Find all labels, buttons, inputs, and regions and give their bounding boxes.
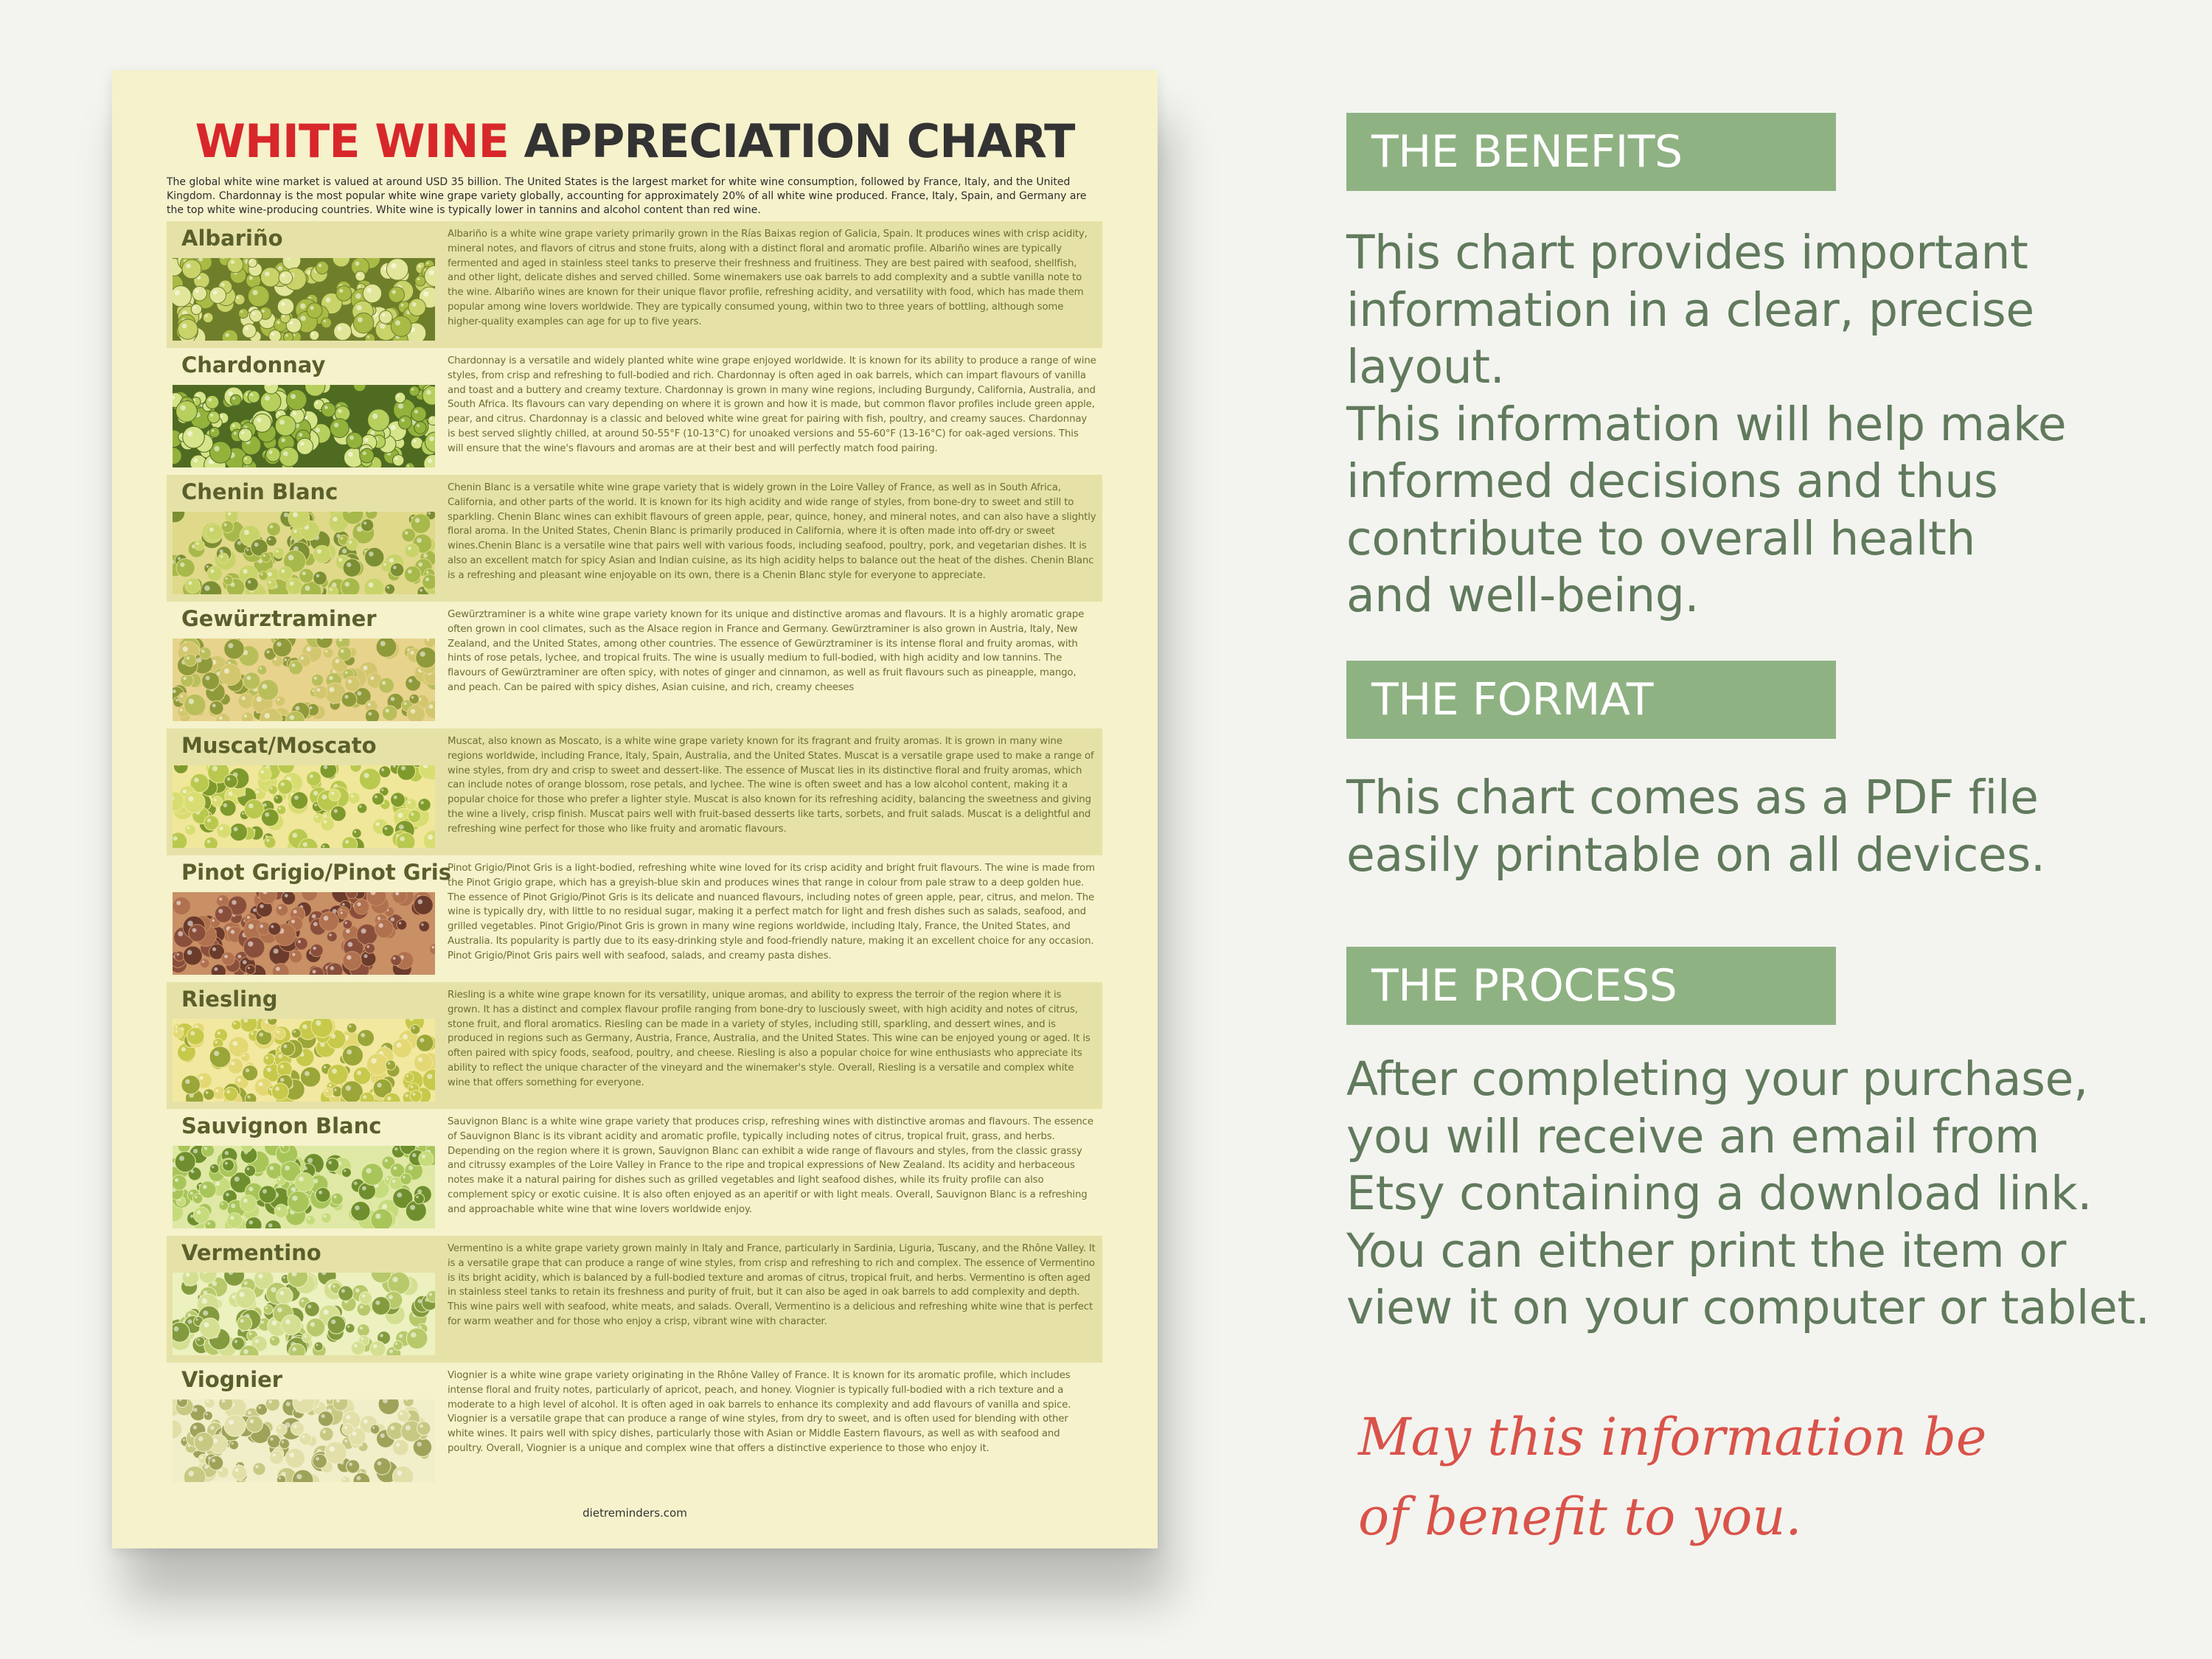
closing-message — [1358, 1397, 2169, 1557]
grape-photo — [173, 258, 435, 341]
grape-photo — [173, 765, 435, 848]
poster-title-red: WHITE WINE — [195, 114, 509, 168]
benefits-line: and well-being. — [1346, 568, 1700, 622]
wine-name: Muscat/Moscato — [181, 733, 377, 758]
wine-description: Vermentino is a white grape variety grown mainly in Italy and France, particularly in Sardinia, Liguria, Tuscany, and the Rhône Valley. It is a versatile grape that can produce a range of wine styles, from crisp and refreshing to rich and complex. The essence of Vermentino is its bright acidity, which is balanced by a full-bodied texture and aromas of citrus, tropical fruit, and herbs. Vermentino is often aged in stainless steel tanks to retain its freshness and purity of fruit, but it can also be aged in oak barrels to add complexity and depth. This wine pairs well with seafood, white meats, and salads. Overall, Vermentino is a delicious and refreshing white wine that is perfect for warm weather and for those who enjoy a crisp, vibrant wine with character. — [448, 1243, 1096, 1327]
process-line: you will receive an email from — [1346, 1109, 2040, 1164]
benefits-text — [1346, 224, 2194, 625]
wine-description: Riesling is a white wine grape known for its versatility, unique aromas, and ability to express the terroir of the region where it is grown. It has a distinct and complex flavour profile ranging from bone-dry to lusciously sweet, with high acidity and notes of citrus, stone fruit, and floral aromatics. Riesling can be made in a variety of styles, including still, sparkling, and dessert wines, and is produced in regions such as Germany, Austria, France, Australia, and the United States. This wine can be enjoyed young or aged. It is often paired with spicy foods, seafood, poultry, and cheese. Riesling is also a popular choice for wine enthusiasts who appreciate its ability to reflect the unique character of the vineyard and the winemaker's style. Overall, Riesling is a versatile and complex white wine that offers something for everyone. — [448, 990, 1091, 1088]
poster-footer: dietreminders.com — [582, 1506, 687, 1520]
wine-row — [167, 221, 1102, 348]
grape-photo — [173, 385, 435, 467]
wine-description: Chenin Blanc is a versatile white wine grape variety that is widely grown in the Loire Valley of France, as well as in South Africa, California, and other parts of the world. It is known for its high acidity and wide range of styles, from bone-dry to sweet and still to sparkling. Chenin Blanc wines can exhibit flavours of green apple, pear, quince, honey, and mineral notes, and can also have a slightly floral aroma. In the United States, Chenin Blanc is primarily produced in California, where it is often made into off-dry or sweet wines.Chenin Blanc is a versatile wine that pairs well with various foods, including seafood, poultry, pork, and vegetarian dishes. It is also an excellent match for spicy Asian and Indian cuisine, as its high acidity helps to balance out the heat of the dishes. Chenin Blanc is a refreshing and pleasant wine enjoyable on its own, there is a Chenin Blanc style for everyone to appreciate. — [448, 482, 1096, 581]
benefits-line: layout. — [1346, 340, 1505, 394]
benefits-line: contribute to overall health — [1346, 511, 1976, 566]
poster-title — [112, 114, 1158, 168]
wine-name: Riesling — [181, 987, 278, 1012]
wine-name: Chenin Blanc — [181, 479, 338, 504]
format-text — [1346, 769, 2194, 883]
grape-photo — [173, 892, 435, 975]
process-line: You can either print the item or — [1346, 1223, 2067, 1278]
benefits-line: This chart provides important — [1346, 226, 2028, 279]
benefits-line: informed decisions and thus — [1346, 454, 1998, 508]
process-line: view it on your computer or tablet. — [1346, 1281, 2150, 1335]
grape-photo — [173, 639, 435, 721]
poster-intro: The global white wine market is valued at around USD 35 billion. The United States is the largest market for white wine consumption, followed by France, Italy, and the United Kingdom. Chardonnay is the most popular white wine grape variety globally, accounting for approximately 20% of all white wine produced. France, Italy, Spain, and Germany are the top white wine-producing countries. White wine is typically lower in tannins and alcohol content than red wine. — [167, 176, 1087, 216]
wine-name: Viognier — [181, 1367, 283, 1392]
wine-description: Gewürztraminer is a white wine grape variety known for its unique and distinctive aromas and flavours. It is a highly aromatic grape often grown in cool climates, such as the Alsace region in France and Germany. Gewürztraminer is also grown in Austria, Italy, New Zealand, and the United States, among other countries. The essence of Gewürztraminer is its intense floral and fruity aromas, with hints of rose petals, lychee, and tropical fruits. The wine is usually medium to full-bodied, with high acidity and low tannins. The flavours of Gewürztraminer are often spicy, with notes of ginger and cinnamon, as well as fruit flavours such as pineapple, mango, and peach. Can be paired with spicy dishes, Asian cuisine, and rich, creamy cheeses — [448, 609, 1085, 693]
poster-title-dark: APPRECIATION CHART — [524, 114, 1075, 168]
process-line: Etsy containing a download link. — [1346, 1166, 2093, 1220]
process-text — [1346, 1051, 2194, 1337]
grape-photo — [173, 1399, 435, 1482]
wine-row — [167, 475, 1102, 602]
grape-photo — [173, 1146, 435, 1228]
format-line: easily printable on all devices. — [1346, 827, 2045, 882]
wine-name: Vermentino — [181, 1240, 321, 1265]
closing-line-1: May this information be — [1358, 1407, 1987, 1467]
wine-description: Albariño is a white wine grape variety primarily grown in the Rías Baixas region of Galicia, Spain. It produces wines with crisp acidity, mineral notes, and flavors of citrus and stone fruits, along with a distinct floral and aromatic profile. Albariño wines are typically fermented and aged in stainless steel tanks to preserve their freshness and fruitiness. They are best paired with seafood, shellfish, and other light, delicate dishes and served chilled. Some winemakers use oak barrels to add complexity and a subtle vanilla note to the wine. Albariño wines are known for their unique flavor profile, refreshing acidity, and versatility with food, which has made them popular among wine lovers worldwide. They are typically consumed young, within two to three years of bottling, although some higher-quality examples can age for up to five years. — [448, 229, 1088, 327]
wine-name: Sauvignon Blanc — [181, 1113, 382, 1138]
wine-row — [167, 1363, 1102, 1489]
wine-name: Pinot Grigio/Pinot Gris — [181, 860, 452, 885]
grape-photo — [173, 1019, 435, 1102]
wine-name: Chardonnay — [181, 352, 326, 378]
wine-row — [167, 602, 1102, 728]
process-heading: THE PROCESS — [1346, 947, 1836, 1025]
wine-row — [167, 855, 1102, 982]
wine-description: Muscat, also known as Moscato, is a white wine grape variety known for its fragrant and fruity aromas. It is grown in many wine regions worldwide, including France, Italy, Spain, Australia, and the United States. Muscat is a versatile grape used to make a range of wine styles, from dry and crisp to sweet and dessert-like. The essence of Muscat lies in its distinctive floral and fruity aromas, which can include notes of orange blossom, rose petals, and lychee. The wine is often sweet and has a low alcohol content, making it a popular choice for those who prefer a lighter style. Muscat is also known for its refreshing acidity, balancing the sweetness and giving the wine a lively, crisp finish. Muscat pairs well with fruit-based desserts like tarts, sorbets, and fruit salads. Muscat is a delightful and refreshing wine perfect for those who like fruity and aromatic flavours. — [448, 736, 1094, 835]
wine-name: Albariño — [181, 226, 283, 251]
wine-list — [167, 221, 1102, 1489]
process-line: After completing your purchase, — [1346, 1052, 2088, 1106]
benefits-line: This information will help make — [1346, 397, 2067, 451]
format-line: This chart comes as a PDF file — [1346, 771, 2039, 824]
wine-description: Viognier is a white wine grape variety originating in the Rhône Valley of France. It is known for its aromatic profile, which includes intense floral and fruity notes, particularly of apricot, peach, and honey. Viognier is typically full-bodied with a rich texture and a moderate to a high level of alcohol. It is often aged in oak barrels to enhance its complexity and add flavours of vanilla and spice. Viognier is a versatile grape that can produce a range of wine styles, from dry to sweet, and is often used for blending with other white wines. It pairs well with spicy dishes, particularly those with Asian or Middle Eastern flavours, as well as with seafood and poultry. Overall, Viognier is a unique and complex wine that offers a distinctive experience to those who enjoy it. — [448, 1370, 1071, 1454]
benefits-heading: THE BENEFITS — [1346, 113, 1836, 191]
wine-description: Sauvignon Blanc is a white wine grape variety that produces crisp, refreshing wines with distinctive aromas and flavours. The essence of Sauvignon Blanc is its vibrant acidity and aromatic profile, typically including notes of citrus, tropical fruit, grass, and herbs. Depending on the region where it is grown, Sauvignon Blanc can exhibit a wide range of flavours and styles, from the classic grassy and citrussy examples of the Loire Valley in France to the ripe and tropical expressions of New Zealand. Its acidity and herbaceous notes make it a natural pairing for dishes such as grilled vegetables and light seafood dishes, while its fruity profile can also complement spicy or exotic cuisine. It is also often enjoyed as an aperitif or with light meals. Overall, Sauvignon Blanc is a refreshing and approachable white wine that wine lovers worldwide enjoy. — [448, 1116, 1093, 1215]
wine-row — [167, 982, 1102, 1109]
wine-row — [167, 728, 1102, 855]
closing-line-2: of benefit to you. — [1358, 1486, 1802, 1547]
wine-row — [167, 1236, 1102, 1363]
wine-row — [167, 348, 1102, 475]
wine-description: Chardonnay is a versatile and widely planted white wine grape enjoyed worldwide. It is known for its ability to produce a range of wine styles, from crisp and refreshing to full-bodied and rich. Chardonnay is often aged in oak barrels, which can impart flavours of vanilla and toast and a buttery and creamy texture. Chardonnay is grown in many wine regions, including Burgundy, California, Australia, and South Africa. Its flavours can vary depending on where it is grown and how it is made, but common flavor profiles include green apple, pear, and citrus. Chardonnay is a classic and beloved white wine great for pairing with fish, poultry, and creamy sauces. Chardonnay is best served slightly chilled, at around 50-55°F (10-13°C) for unoaked versions and 55-60°F (13-16°C) for oak-aged versions. This will ensure that the wine's flavours and aromas are at their best and will perfectly match food pairing. — [448, 355, 1096, 454]
wine-row — [167, 1109, 1102, 1236]
grape-photo — [173, 1273, 435, 1355]
wine-description: Pinot Grigio/Pinot Gris is a light-bodied, refreshing white wine loved for its crisp acidity and bright fruit flavours. The wine is made from the Pinot Grigio grape, which has a greyish-blue skin and produces wines that range in colour from pale straw to a deep golden hue. The essence of Pinot Grigio/Pinot Gris is its delicate and nuanced flavours, including notes of green apple, pear, citrus, and melon. The wine is typically dry, with little to no residual sugar, making it a perfect match for light and fresh dishes such as salads, seafood, and grilled vegetables. Pinot Grigio/Pinot Gris is grown in many wine regions worldwide, including Italy, France, the United States, and Australia. Its popularity is partly due to its easy-drinking style and food-friendly nature, making it an excellent choice for any occasion. Pinot Grigio/Pinot Gris pairs well with seafood, salads, and creamy pasta dishes. — [448, 863, 1095, 961]
format-heading: THE FORMAT — [1346, 661, 1836, 739]
benefits-line: information in a clear, precise — [1346, 282, 2034, 337]
grape-photo — [173, 512, 435, 594]
wine-name: Gewürztraminer — [181, 606, 377, 631]
wine-chart-poster — [112, 70, 1158, 1548]
